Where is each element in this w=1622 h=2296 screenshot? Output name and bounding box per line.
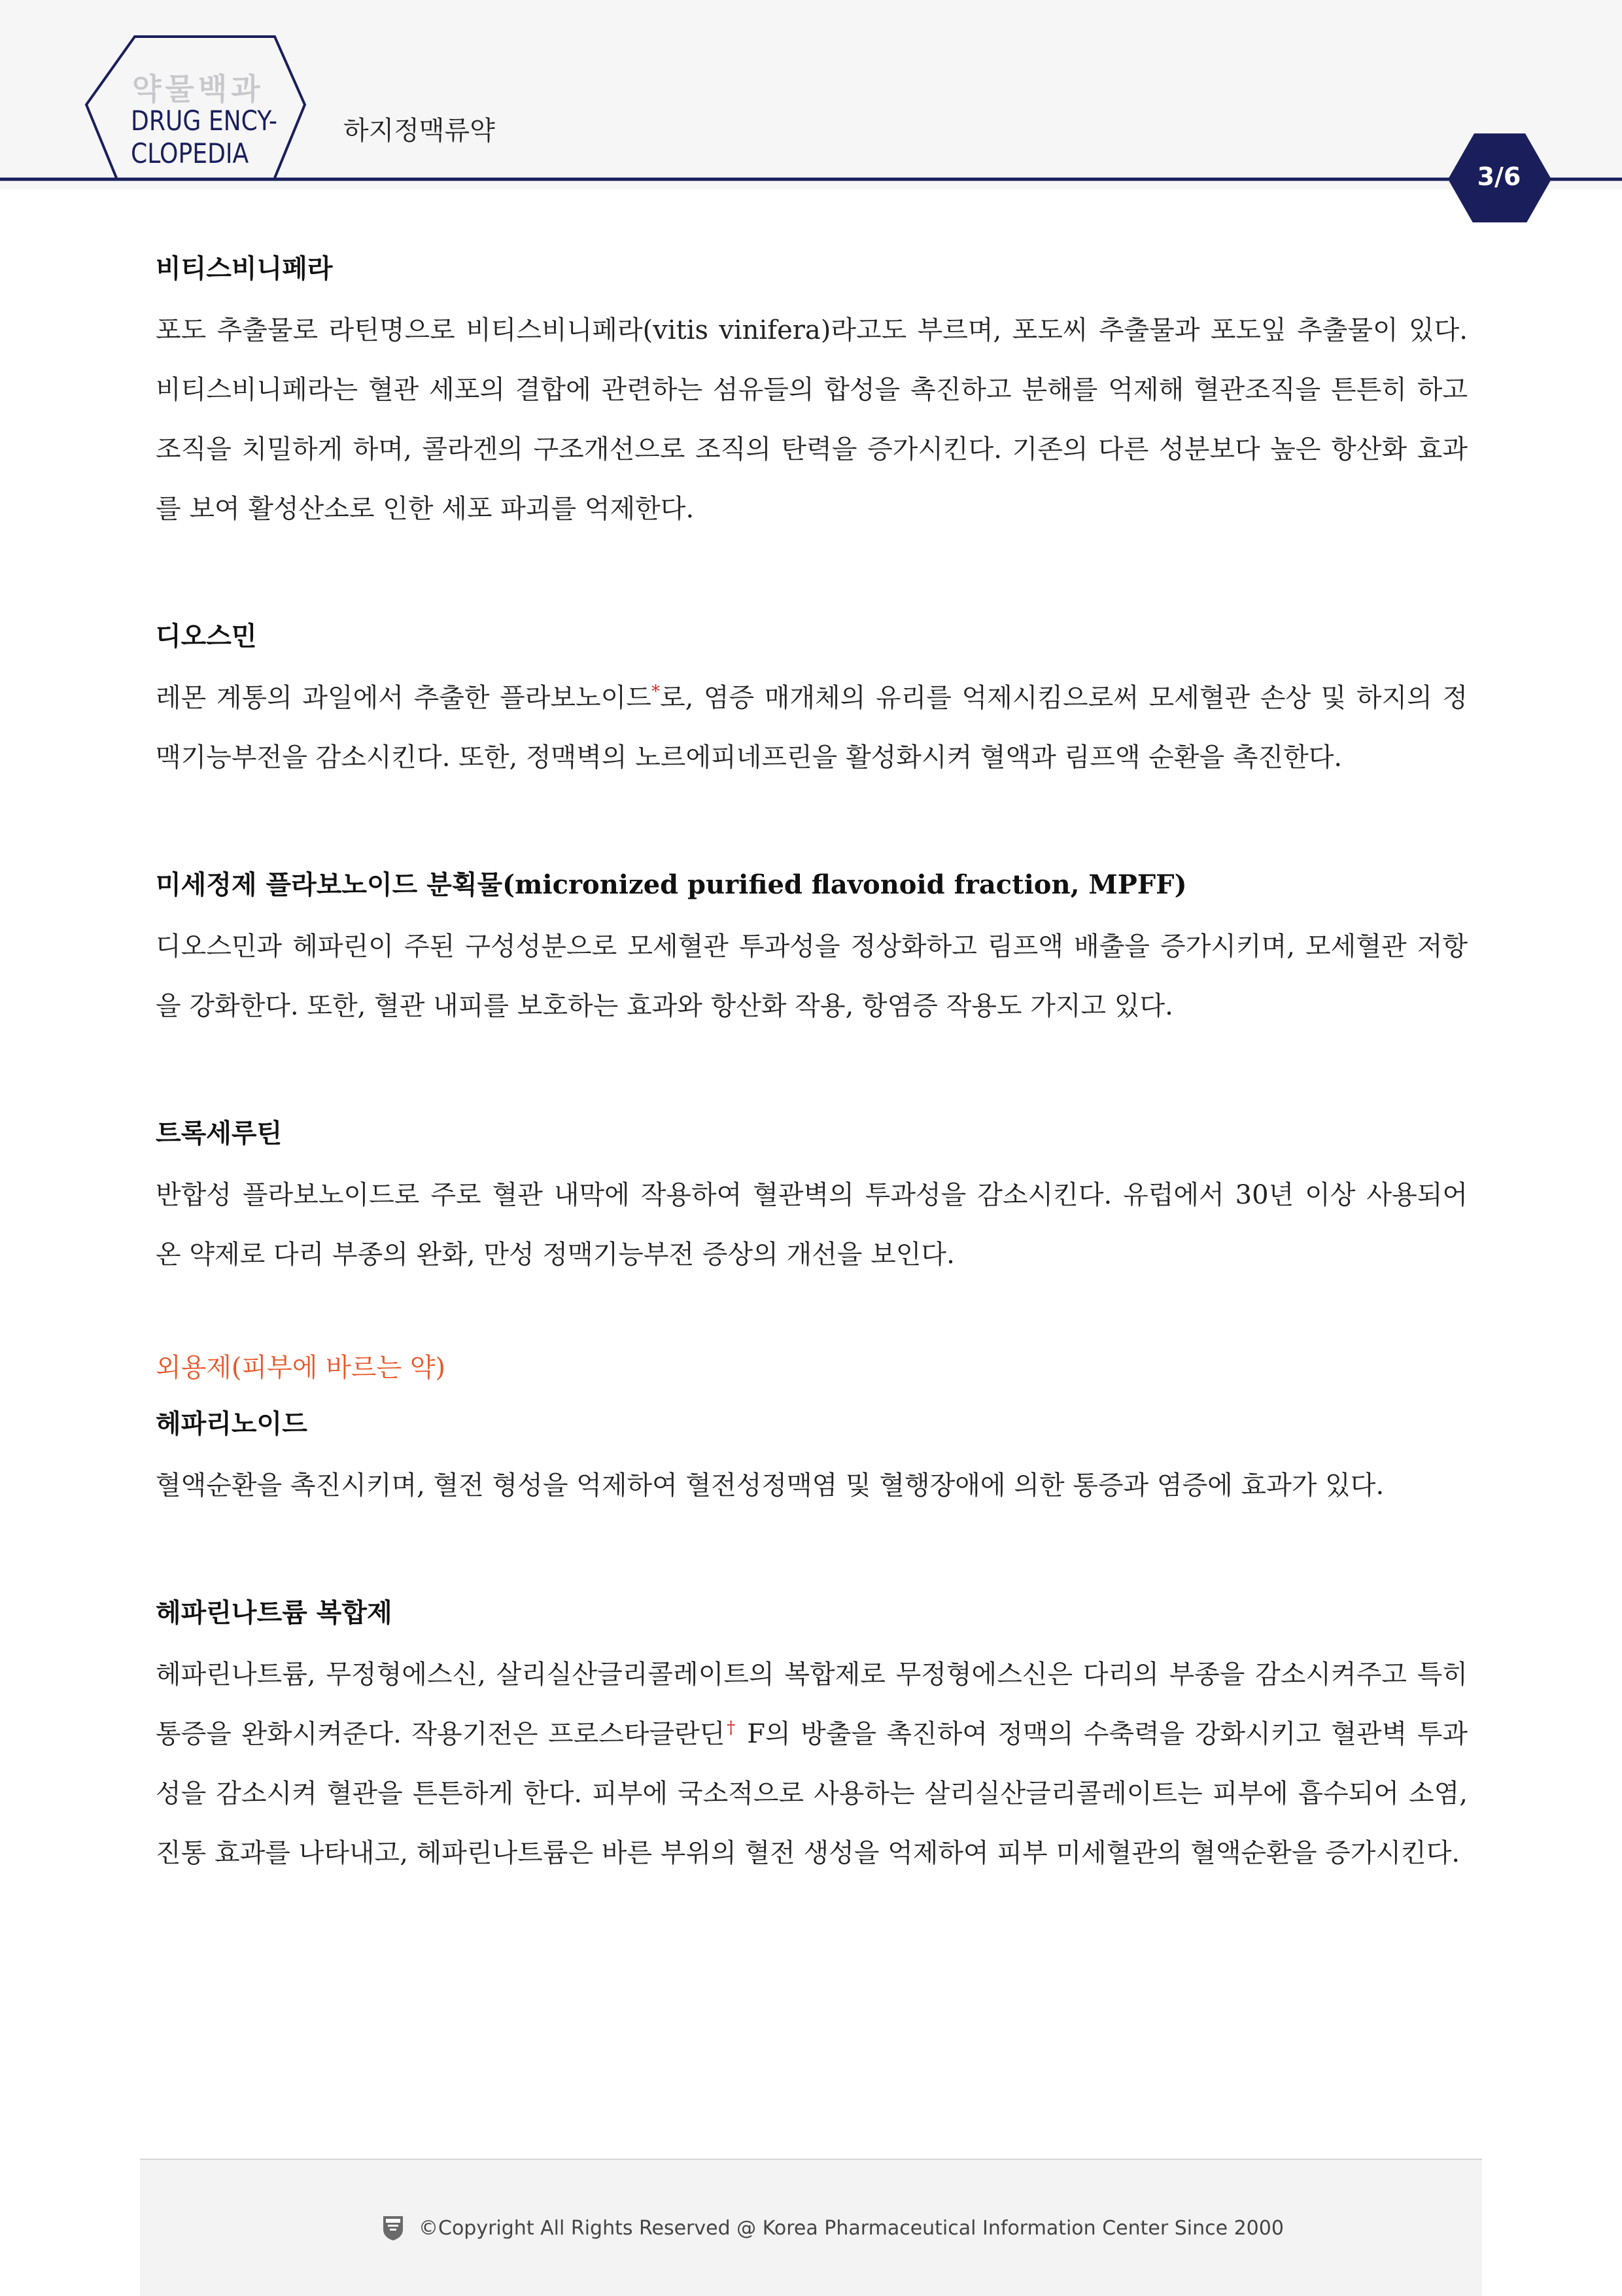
paragraph-text: F의 방출을 촉진하여 정맥의 수축력을 강화시키고 혈관벽 투과성을 감소시켜 혈관을 튼튼하게 한다. 피부에 국소적으로 사용하는 살리실산글리콜레이트는 피부에 흡수되어 소염, 진통 효과를 나타내고, 헤파린나트륨은 바른 부위의 혈전 생성을 억제하여 피부 미세혈관의 혈액순환을 증가시킨다. [156,1719,1468,1868]
section-vitis-vinifera [156,249,1468,539]
footnote-mark: † [725,1718,737,1738]
section-paragraph: 포도 추출물로 라틴명으로 비티스비니페라(vitis vinifera)라고도 부르며, 포도씨 추출물과 포도잎 추출물이 있다. 비티스비니페라는 혈관 세포의 결합에 관련하는 섬유들의 합성을 촉진하고 분해를 억제해 혈관조직을 튼튼히 하고 조직을 치밀하게 하며, 콜라겐의 구조개선으로 조직의 탄력을 증가시킨다. 기존의 다른 성분보다 높은 항산화 효과를 보여 활성산소로 인한 세포 파괴를 억제한다. [156,315,1468,524]
section-paragraph [156,1645,1468,1883]
footnote-mark: * [651,682,660,702]
section-paragraph: 혈액순환을 촉진시키며, 혈전 형성을 억제하여 혈전성정맥염 및 혈행장애에 의한 통증과 염증에 효과가 있다. [156,1470,1385,1501]
brand-english [131,105,277,170]
group-label-topical: 외용제(피부에 바르는 약) [156,1353,446,1383]
document-title: 하지정맥류약 [343,116,495,146]
page-header [0,0,1622,190]
brand-english-line2: CLOPEDIA [131,137,249,169]
section-troxerutin [156,1113,1468,1285]
section-heading: 트록세루틴 [156,1118,283,1149]
page-number: 3/6 [1477,162,1521,191]
section-heading: 비티스비니페라 [156,253,333,284]
paragraph-text: 로, 염증 매개체의 유리를 억제시킴으로써 모세혈관 손상 및 하지의 정맥기능부전을 감소시킨다. 또한, 정맥벽의 노르에피네프린을 활성화시켜 혈액과 림프액 순환을 촉진한다. [156,683,1468,773]
section-heading: 헤파린나트륨 복합제 [156,1597,392,1628]
section-mpff [156,865,1468,1036]
page-footer [140,2159,1482,2296]
section-heading: 디오스민 [156,621,257,652]
section-paragraph: 디오스민과 헤파린이 주된 구성성분으로 모세혈관 투과성을 정상화하고 림프액 배출을 증가시키며, 모세혈관 저항을 강화한다. 또한, 혈관 내피를 보호하는 효과와 항산화 작용, 항염증 작용도 가지고 있다. [156,931,1468,1021]
copyright-text: ©Copyright All Rights Reserved @ Korea Pharmaceutical Information Center Since 2000 [419,2216,1284,2240]
section-paragraph [156,669,1468,788]
section-heparinoid [156,1404,1468,1516]
paragraph-text: 레몬 계통의 과일에서 추출한 플라보노이드 [156,683,651,713]
brand-english-line1: DRUG ENCY- [131,105,278,137]
paragraph-text: 헤파린나트륨, 무정형에스신, 살리실산글리콜레이트의 복합제로 무정형에스신은 다리의 부종을 감소시켜주고 특히 통증을 완화시켜준다. 작용기전은 프로스타글란딘 [156,1660,1468,1749]
kpic-shield-icon [382,2215,404,2241]
main-content [156,249,1468,1883]
section-diosmin [156,616,1468,788]
footer-content [382,2215,1284,2241]
section-paragraph: 반합성 플라보노이드로 주로 혈관 내막에 작용하여 혈관벽의 투과성을 감소시킨다. 유럽에서 30년 이상 사용되어 온 약제로 다리 부종의 완화, 만성 정맥기능부전 증상의 개선을 보인다. [156,1180,1468,1270]
section-heading: 헤파리노이드 [156,1408,307,1439]
brand-korean: 약물백과 [132,71,264,107]
section-heparin-sodium-combo [156,1593,1468,1883]
section-heading: 미세정제 플라보노이드 분획물(micronized purified flavonoid fraction, MPFF) [156,869,1187,900]
